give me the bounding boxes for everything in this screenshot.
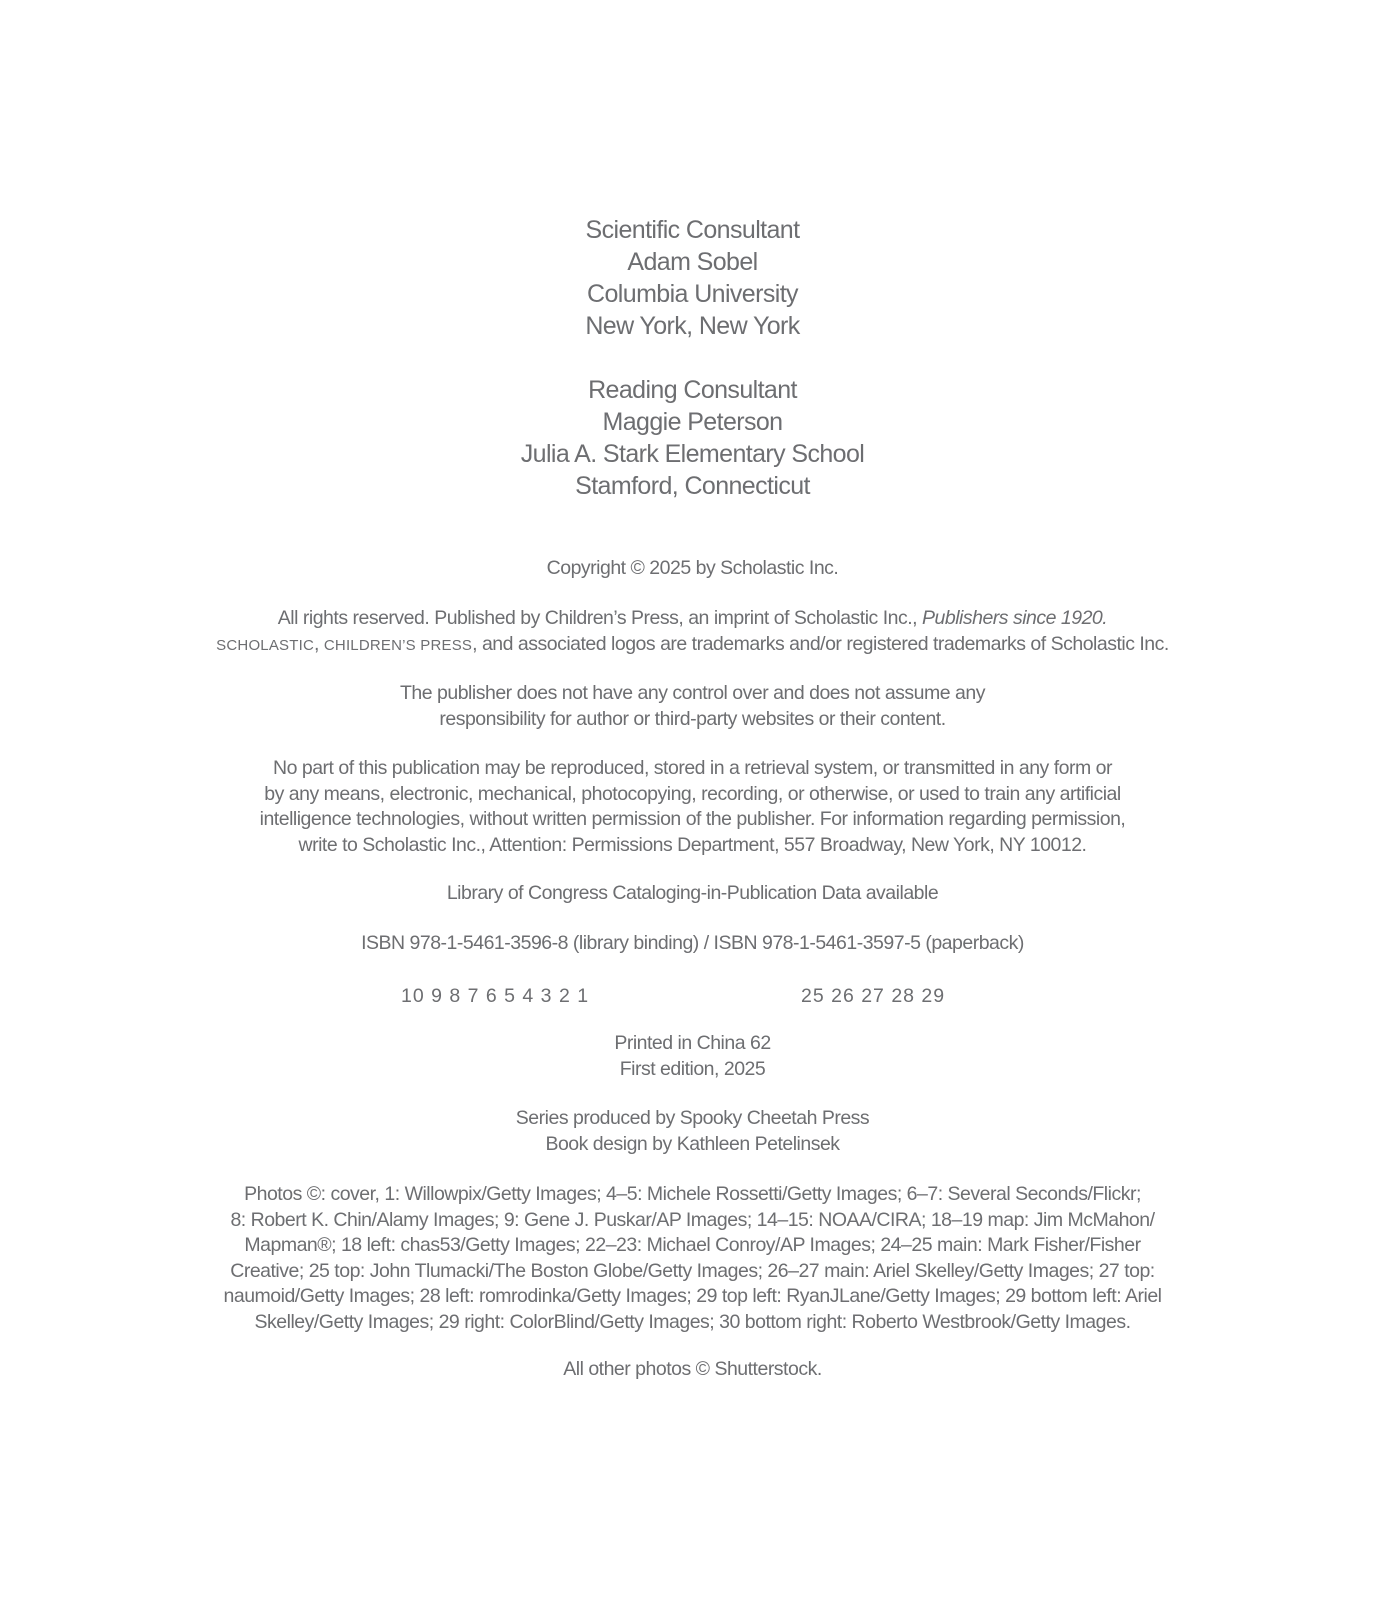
permissions-block [0, 756, 1385, 858]
scientific-consultant-location: New York, New York [585, 312, 800, 340]
rights-block [0, 606, 1385, 658]
photo-credits-line-5: naumoid/Getty Images; 28 left: romrodinka/Getty Images; 29 top left: RyanJLane/Getty Images; 29 bottom left: Ariel [223, 1285, 1162, 1307]
cip-line: Library of Congress Cataloging-in-Publication Data available [446, 882, 939, 904]
isbn-line: ISBN 978-1-5461-3596-8 (library binding) / ISBN 978-1-5461-3597-5 (paperback) [361, 932, 1024, 954]
reading-consultant-name: Maggie Peterson [602, 408, 783, 436]
scientific-consultant-heading: Scientific Consultant [585, 216, 800, 244]
trademark-scholastic: SCHOLASTIC [216, 636, 315, 654]
printing-block [0, 1031, 1385, 1082]
photo-credits-block [0, 1182, 1385, 1335]
permissions-line-1: No part of this publication may be reproduced, stored in a retrieval system, or transmitted in any form or [273, 757, 1112, 779]
rights-text: All rights reserved. Published by Children’s Press, an imprint of Scholastic Inc., [277, 607, 922, 629]
trademark-text: , and associated logos are trademarks and/or registered trademarks of Scholastic Inc. [472, 632, 1169, 655]
edition-line: First edition, 2025 [619, 1057, 766, 1080]
cip-block [0, 881, 1385, 907]
photo-credits-line-2: 8: Robert K. Chin/Alamy Images; 9: Gene J. Puskar/AP Images; 14–15: NOAA/CIRA; 18–19 map: Jim McMahon/ [230, 1208, 1155, 1231]
series-producer-line: Series produced by Spooky Cheetah Press [515, 1107, 870, 1129]
print-years: 25 26 27 28 29 [801, 985, 946, 1007]
scientific-consultant-institution: Columbia University [587, 280, 798, 308]
trademark-separator: , [314, 632, 324, 655]
isbn-block [0, 931, 1385, 957]
rights-line-2 [0, 632, 1385, 659]
other-photos-line: All other photos © Shutterstock. [563, 1358, 822, 1380]
copyright-notice [0, 556, 1385, 582]
disclaimer-block [0, 681, 1385, 732]
photo-credits-line-3: Mapman®; 18 left: chas53/Getty Images; 22–23: Michael Conroy/AP Images; 24–25 main: Mark Fisher/Fisher [244, 1234, 1141, 1256]
disclaimer-line-1: The publisher does not have any control over and does not assume any [400, 682, 985, 704]
photo-credits-line-4: Creative; 25 top: John Tlumacki/The Boston Globe/Getty Images; 26–27 main: Ariel Skelley/Getty Images; 27 top: [230, 1259, 1155, 1282]
trademark-childrens-press: CHILDREN’S PRESS [323, 636, 473, 654]
permissions-line-2: by any means, electronic, mechanical, photocopying, recording, or otherwise, or used to train any artificial [264, 782, 1121, 805]
reading-consultant-location: Stamford, Connecticut [575, 472, 810, 500]
photo-credits-line-6: Skelley/Getty Images; 29 right: ColorBlind/Getty Images; 30 bottom right: Roberto Westbrook/Getty Images. [254, 1310, 1131, 1333]
scientific-consultant-block [0, 214, 1385, 342]
production-block [0, 1106, 1385, 1157]
printed-in-line: Printed in China 62 [614, 1032, 771, 1054]
photo-credits-line-1: Photos ©: cover, 1: Willowpix/Getty Images; 4–5: Michele Rossetti/Getty Images; 6–7: Several Seconds/Flickr; [244, 1183, 1141, 1205]
permissions-line-3: intelligence technologies, without written permission of the publisher. For information regarding permission, [259, 808, 1126, 830]
other-photos-block [0, 1357, 1385, 1383]
print-numbers: 10 9 8 7 6 5 4 3 2 1 [401, 985, 590, 1007]
copyright-line: Copyright © 2025 by Scholastic Inc. [546, 557, 839, 579]
scientific-consultant-name: Adam Sobel [627, 248, 758, 276]
reading-consultant-heading: Reading Consultant [588, 376, 797, 404]
disclaimer-line-2: responsibility for author or third-party websites or their content. [439, 707, 946, 730]
reading-consultant-block [0, 374, 1385, 502]
reading-consultant-institution: Julia A. Stark Elementary School [520, 440, 865, 468]
publishers-since: Publishers since 1920. [922, 607, 1108, 629]
rights-line-1 [0, 606, 1385, 632]
book-design-line: Book design by Kathleen Petelinsek [545, 1132, 840, 1155]
permissions-line-4: write to Scholastic Inc., Attention: Permissions Department, 557 Broadway, New York, NY 10012. [298, 833, 1087, 856]
